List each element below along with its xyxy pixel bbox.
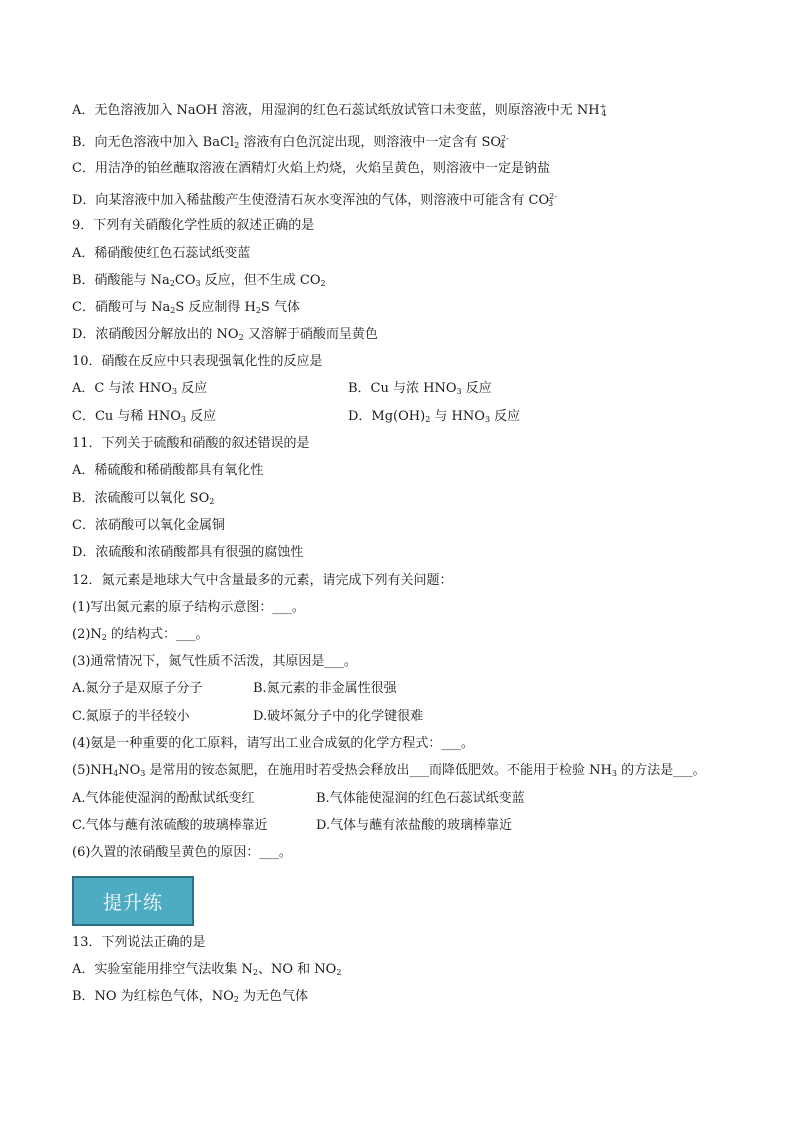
question-12-part-3-option-c: C.氮原子的半径较小 — [72, 709, 190, 724]
question-12-stem: 12．氮元素是地球大气中含量最多的元素，请完成下列有关问题： — [72, 573, 453, 588]
question-13-option-a: A．实验室能用排空气法收集 $N_2$、NO 和 $NO_2$ — [72, 962, 342, 977]
question-9-option-a: A．稀硝酸使红色石蕊试纸变蓝 — [72, 246, 251, 261]
question-9-option-d: D．浓硝酸因分解放出的 $NO_2$ 又溶解于硝酸而呈黄色 — [72, 327, 378, 342]
question-12-part-6: (6)久置的浓硝酸呈黄色的原因：___。 — [72, 845, 292, 860]
section-banner-label: 提升练 — [102, 891, 163, 914]
question-8-option-b: B．向无色溶液中加入 BaCl$_2$ 溶液有白色沉淀出现，则溶液中一定含有 $SO^{2-}_4$ — [72, 134, 509, 150]
question-8-option-a: A．无色溶液加入 NaOH 溶液，用湿润的红色石蕊试纸放试管口未变蓝，则原溶液中无 $NH^+_4$ — [72, 102, 607, 118]
question-10-option-c: C．Cu 与稀 $HNO_3$ 反应 — [72, 409, 217, 424]
section-banner — [72, 876, 194, 926]
question-13-option-b: B．NO 为红棕色气体，$NO_2$ 为无色气体 — [72, 989, 308, 1004]
question-11-option-d: D．浓硫酸和浓硝酸都具有很强的腐蚀性 — [72, 545, 304, 560]
question-9-stem: 9．下列有关硝酸化学性质的叙述正确的是 — [72, 218, 315, 233]
question-11-option-a: A．稀硫酸和稀硝酸都具有氧化性 — [72, 463, 264, 478]
question-12-part-5-option-c: C.气体与蘸有浓硫酸的玻璃棒靠近 — [72, 818, 268, 833]
question-11-option-b: B．浓硫酸可以氧化 $SO_2$ — [72, 491, 215, 506]
question-12-part-4: (4)氨是一种重要的化工原料，请写出工业合成氨的化学方程式：___。 — [72, 736, 474, 751]
question-12-part-3: (3)通常情况下，氮气性质不活泼，其原因是___。 — [72, 654, 357, 669]
question-8-option-c: C．用洁净的铂丝蘸取溶液在酒精灯火焰上灼烧，火焰呈黄色，则溶液中一定是钠盐 — [72, 161, 550, 176]
question-12-part-3-option-d: D.破坏氮分子中的化学键很难 — [253, 709, 424, 724]
question-12-part-5: $(5)NH_4NO_3$ 是常用的铵态氮肥，在施用时若受热会释放出___而降低肥效。不能用于检验 $NH_3$ 的方法是___。 — [72, 763, 706, 778]
question-12-part-2: $(2)N_2$ 的结构式：___。 — [72, 627, 209, 642]
question-12-part-1: (1)写出氮元素的原子结构示意图：___。 — [72, 600, 305, 615]
question-9-option-c: C．硝酸可与 $Na_2S$ 反应制得 $H_2S$ 气体 — [72, 300, 300, 315]
question-11-stem: 11．下列关于硫酸和硝酸的叙述错误的是 — [72, 436, 310, 451]
question-13-stem: 13．下列说法正确的是 — [72, 935, 206, 950]
question-12-part-3-option-a: A.氮分子是双原子分子 — [72, 681, 203, 696]
question-8-option-d: D．向某溶液中加入稀盐酸产生使澄清石灰水变浑浊的气体，则溶液中可能含有 $CO^{2-}_3$ — [72, 192, 557, 208]
question-10-stem: 10．硝酸在反应中只表现强氧化性的反应是 — [72, 354, 323, 369]
question-10-option-b: B．Cu 与浓 $HNO_3$ 反应 — [348, 381, 492, 396]
question-11-option-c: C．浓硝酸可以氧化金属铜 — [72, 518, 225, 533]
question-10-option-d: D．$Mg(OH)_2$ 与 $HNO_3$ 反应 — [348, 409, 521, 424]
question-12-part-5-option-a: A.气体能使湿润的酚酞试纸变红 — [72, 791, 255, 806]
question-12-part-5-option-d: D.气体与蘸有浓盐酸的玻璃棒靠近 — [316, 818, 513, 833]
question-10-option-a: A．C 与浓 $HNO_3$ 反应 — [72, 381, 208, 396]
question-12-part-5-option-b: B.气体能使湿润的红色石蕊试纸变蓝 — [316, 791, 525, 806]
question-9-option-b: B．硝酸能与 $Na_2CO_3$ 反应，但不生成 $CO_2$ — [72, 273, 326, 288]
question-12-part-3-option-b: B.氮元素的非金属性很强 — [253, 681, 397, 696]
